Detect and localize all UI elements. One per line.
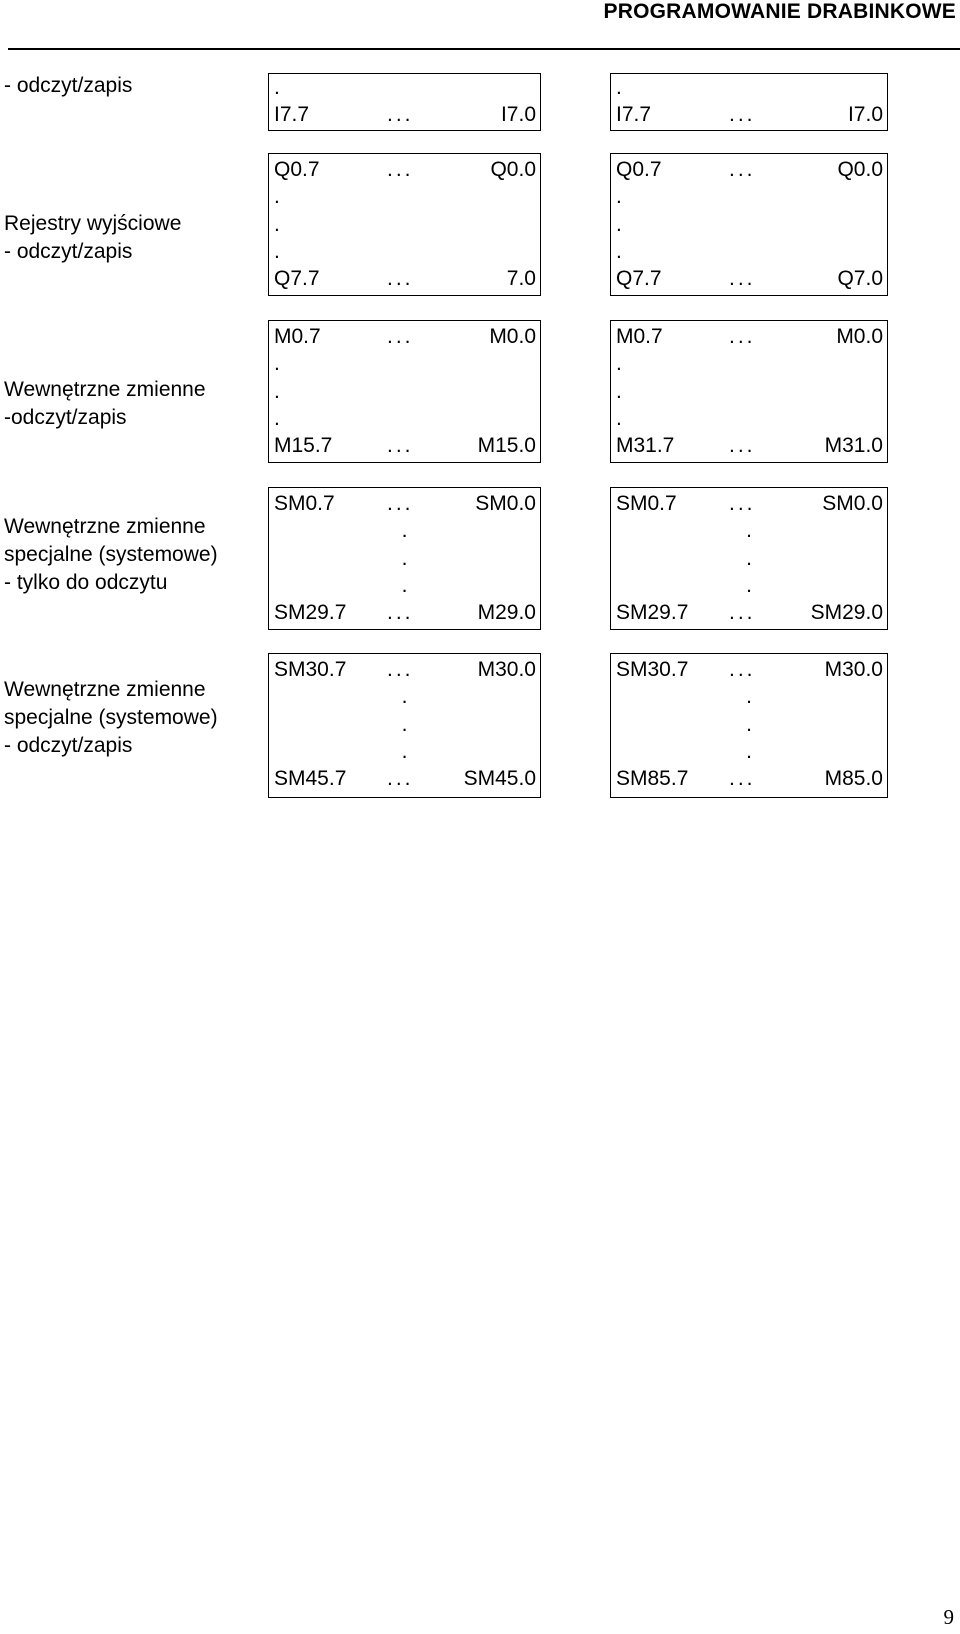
range-ellipsis: ... (729, 601, 756, 625)
range-end-address: 7.0 (506, 267, 536, 291)
address-line (269, 325, 540, 352)
section-label-line: - odczyt/zapis (4, 74, 133, 97)
range-ellipsis: ... (387, 492, 414, 515)
range-ellipsis: ... (729, 158, 756, 181)
range-start-address: M15.7 (274, 434, 333, 458)
ellipsis-dot: . (746, 546, 752, 570)
address-line (611, 574, 887, 601)
address-line (269, 380, 540, 407)
range-start-address: M0.7 (616, 325, 663, 348)
range-end-address: SM0.0 (822, 492, 883, 515)
section-label-line: specjalne (systemowe) (4, 706, 218, 729)
ellipsis-dot: . (746, 685, 752, 709)
ellipsis-dot: . (274, 76, 280, 99)
address-line (611, 767, 887, 794)
ellipsis-dot: . (616, 406, 622, 430)
range-start-address: SM30.7 (616, 658, 689, 681)
range-ellipsis: ... (729, 103, 756, 127)
range-end-address: M30.0 (477, 658, 536, 681)
section-label (4, 676, 218, 760)
range-start-address: SM85.7 (616, 767, 689, 791)
section-label-line: -odczyt/zapis (4, 406, 127, 429)
range-end-address: Q0.0 (837, 158, 883, 181)
ellipsis-dot: . (401, 685, 408, 709)
address-line (611, 103, 887, 130)
address-line (611, 240, 887, 267)
address-range-box-right (610, 653, 888, 798)
range-ellipsis: ... (387, 434, 414, 458)
range-end-address: M0.0 (836, 325, 883, 348)
address-range-box-left (268, 653, 541, 798)
ellipsis-dot: . (616, 352, 622, 376)
ellipsis-dot: . (616, 76, 622, 99)
range-start-address: Q0.7 (616, 158, 662, 181)
range-start-address: I7.7 (616, 103, 652, 127)
range-start-address: SM30.7 (274, 658, 347, 681)
section-label-line: Rejestry wyjściowe (4, 212, 182, 235)
ellipsis-dot: . (746, 519, 752, 543)
ellipsis-dot: . (746, 739, 752, 763)
range-ellipsis: ... (387, 601, 414, 625)
address-line (269, 240, 540, 267)
section-label-line: specjalne (systemowe) (4, 543, 218, 566)
address-line (269, 76, 540, 103)
address-line (611, 685, 887, 712)
range-end-address: Q7.0 (837, 267, 883, 291)
address-line (269, 601, 540, 628)
range-end-address: SM0.0 (475, 492, 536, 515)
address-line (269, 434, 540, 461)
ellipsis-dot: . (746, 712, 752, 736)
address-line (269, 407, 540, 434)
header-divider (8, 48, 960, 50)
range-end-address: SM45.0 (463, 767, 536, 791)
ellipsis-dot: . (274, 379, 280, 403)
address-line (269, 740, 540, 767)
ellipsis-dot: . (616, 185, 622, 209)
range-ellipsis: ... (729, 767, 756, 791)
section-label (4, 513, 218, 597)
address-range-box-right (610, 320, 888, 463)
range-end-address: Q0.0 (490, 158, 536, 181)
range-end-address: I7.0 (500, 103, 536, 127)
address-line (611, 713, 887, 740)
ellipsis-dot: . (401, 739, 408, 763)
range-ellipsis: ... (729, 658, 756, 681)
address-range-box-left (268, 487, 541, 630)
section-label (4, 210, 181, 266)
address-range-box-left (268, 153, 541, 296)
address-line (611, 547, 887, 574)
section-label-line: Wewnętrzne zmienne (4, 678, 206, 701)
range-end-address: M29.0 (477, 601, 536, 625)
section-label-line: - tylko do odczytu (4, 571, 168, 594)
address-line (269, 352, 540, 379)
address-line (611, 434, 887, 461)
range-ellipsis: ... (729, 492, 756, 515)
ellipsis-dot: . (401, 519, 408, 543)
range-start-address: SM29.7 (616, 601, 689, 625)
address-line (269, 103, 540, 130)
range-ellipsis: ... (729, 325, 756, 348)
range-end-address: M85.0 (824, 767, 883, 791)
address-range-box-right (610, 73, 888, 131)
address-line (269, 213, 540, 240)
ellipsis-dot: . (616, 239, 622, 263)
range-start-address: SM0.7 (274, 492, 335, 515)
range-start-address: SM0.7 (616, 492, 677, 515)
address-line (269, 685, 540, 712)
address-line (269, 547, 540, 574)
address-line (611, 601, 887, 628)
range-ellipsis: ... (387, 767, 414, 791)
address-line (269, 574, 540, 601)
address-line (611, 158, 887, 185)
address-range-box-right (610, 153, 888, 296)
range-start-address: Q7.7 (274, 267, 320, 291)
address-line (269, 767, 540, 794)
ellipsis-dot: . (401, 573, 408, 597)
address-line (611, 267, 887, 294)
range-end-address: SM29.0 (810, 601, 883, 625)
address-line (611, 740, 887, 767)
ellipsis-dot: . (616, 379, 622, 403)
address-line (611, 658, 887, 685)
range-start-address: SM29.7 (274, 601, 347, 625)
address-line (611, 213, 887, 240)
address-line (611, 407, 887, 434)
range-ellipsis: ... (387, 158, 414, 181)
range-start-address: Q7.7 (616, 267, 662, 291)
range-start-address: M31.7 (616, 434, 675, 458)
section-label-line: Wewnętrzne zmienne (4, 515, 206, 538)
address-line (611, 185, 887, 212)
address-line (269, 267, 540, 294)
address-line (269, 185, 540, 212)
address-line (269, 519, 540, 546)
ellipsis-dot: . (274, 239, 280, 263)
address-line (269, 492, 540, 519)
range-ellipsis: ... (387, 267, 414, 291)
address-range-box-left (268, 320, 541, 463)
ellipsis-dot: . (274, 406, 280, 430)
range-end-address: M31.0 (824, 434, 883, 458)
range-ellipsis: ... (729, 434, 756, 458)
address-line (269, 658, 540, 685)
section-label-line: Wewnętrzne zmienne (4, 378, 206, 401)
section-label-line: - odczyt/zapis (4, 734, 133, 757)
address-range-box-left (268, 73, 541, 131)
ellipsis-dot: . (616, 212, 622, 236)
range-start-address: M0.7 (274, 325, 321, 348)
ellipsis-dot: . (401, 712, 408, 736)
ellipsis-dot: . (274, 212, 280, 236)
ellipsis-dot: . (274, 185, 280, 209)
range-start-address: Q0.7 (274, 158, 320, 181)
address-line (611, 76, 887, 103)
address-line (611, 325, 887, 352)
page-header-title: PROGRAMOWANIE DRABINKOWE (603, 0, 956, 23)
address-range-box-right (610, 487, 888, 630)
range-start-address: I7.7 (274, 103, 310, 127)
range-end-address: M15.0 (477, 434, 536, 458)
range-start-address: SM45.7 (274, 767, 347, 791)
range-ellipsis: ... (387, 658, 414, 681)
address-line (611, 519, 887, 546)
address-line (269, 158, 540, 185)
range-end-address: I7.0 (847, 103, 883, 127)
ellipsis-dot: . (274, 352, 280, 376)
range-end-address: M30.0 (824, 658, 883, 681)
range-ellipsis: ... (387, 103, 414, 127)
range-ellipsis: ... (387, 325, 414, 348)
page-number: 9 (943, 1605, 954, 1629)
ellipsis-dot: . (746, 573, 752, 597)
address-line (269, 713, 540, 740)
section-label (4, 72, 132, 100)
section-label-line: - odczyt/zapis (4, 240, 133, 263)
ellipsis-dot: . (401, 546, 408, 570)
range-ellipsis: ... (729, 267, 756, 291)
address-line (611, 352, 887, 379)
address-line (611, 380, 887, 407)
section-label (4, 376, 206, 432)
range-end-address: M0.0 (489, 325, 536, 348)
address-line (611, 492, 887, 519)
